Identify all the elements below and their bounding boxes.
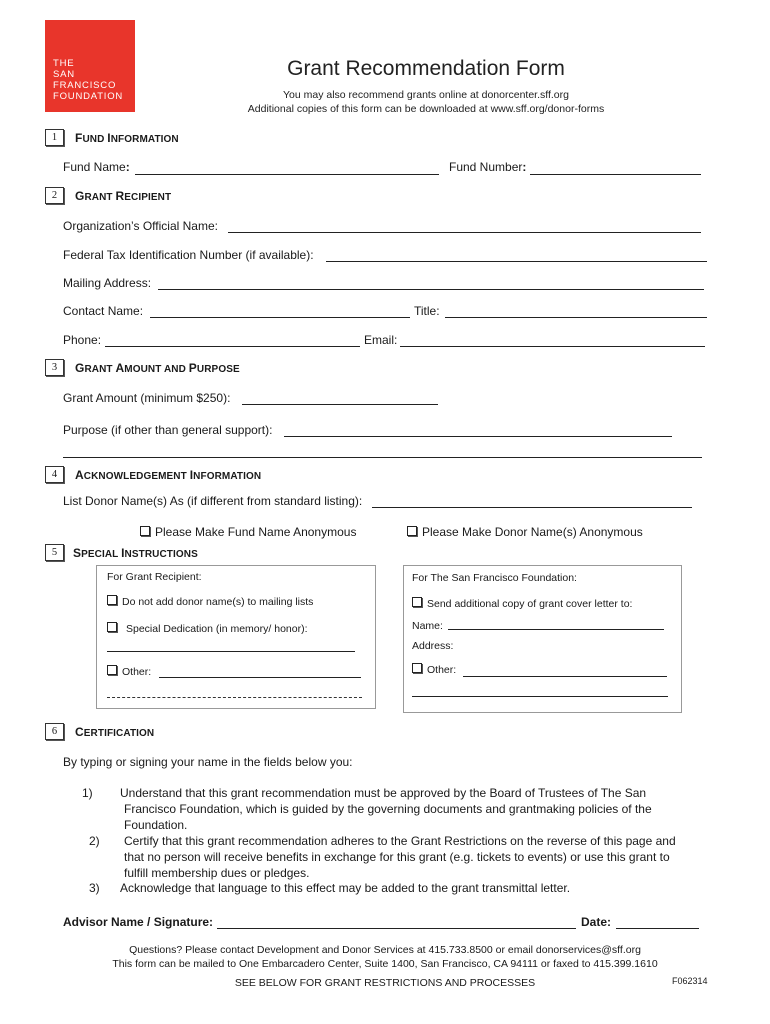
cert-item-2-line-1: Certify that this grant recommendation adheres to the Grant Restrictions on the reverse of this page and [124, 834, 676, 848]
footer-mailing: This form can be mailed to One Embarcadero Center, Suite 1400, San Francisco, CA 94111 or faxed to 415.399.1610 [112, 958, 658, 970]
anonymous-fund-checkbox[interactable] [140, 526, 150, 536]
foundation-panel-title: For The San Francisco Foundation: [412, 572, 577, 584]
send-copy-checkbox[interactable] [412, 597, 422, 607]
copy-name-label: Name: [412, 620, 443, 632]
contact-name-label: Contact Name: [63, 304, 144, 318]
mailing-address-label: Mailing Address: [63, 276, 152, 290]
section-2-number: 2 [45, 187, 64, 204]
advisor-signature-field[interactable] [217, 928, 576, 929]
cert-item-3-line-1: Acknowledge that language to this effect may be added to the grant transmittal letter. [120, 881, 571, 895]
recipient-other-option[interactable]: Other: [107, 665, 151, 678]
logo-line-2: SAN [53, 69, 75, 80]
form-subtitle-online: You may also recommend grants online at donorcenter.sff.org [282, 89, 569, 101]
copy-address-label: Address: [412, 640, 454, 652]
email-label: Email: [364, 333, 398, 347]
donor-names-label: List Donor Name(s) As (if different from standard listing): [63, 494, 363, 508]
grant-recipient-panel-title: For Grant Recipient: [107, 571, 202, 583]
section-6-title: CERTIFICATION [75, 725, 155, 739]
grant-amount-field[interactable] [242, 404, 438, 405]
section-5-number: 5 [45, 544, 64, 561]
purpose-field-line-2[interactable] [63, 457, 702, 458]
no-mailing-list-checkbox[interactable] [107, 595, 117, 605]
form-subtitle-download: Additional copies of this form can be downloaded at www.sff.org/donor-forms [247, 103, 605, 115]
cert-item-2-line-3: fulfill membership dues or pledges. [124, 866, 310, 880]
copy-name-field[interactable] [448, 629, 664, 630]
cert-item-1-line-1: Understand that this grant recommendation must be approved by the Board of Trustees of The San [120, 786, 647, 800]
foundation-other-checkbox[interactable] [412, 663, 422, 673]
footer-questions: Questions? Please contact Development and Donor Services at 415.733.8500 or email donorservices@sff.org [129, 944, 641, 956]
section-4-number: 4 [45, 466, 64, 483]
recipient-other-checkbox[interactable] [107, 665, 117, 675]
form-title: Grant Recommendation Form [287, 57, 565, 80]
section-2-title: GRANT RECIPIENT [75, 189, 172, 203]
certification-intro: By typing or signing your name in the fields below you: [63, 755, 353, 769]
foundation-other-option[interactable]: Other: [412, 663, 456, 676]
recipient-other-field-line-2[interactable] [107, 697, 362, 698]
logo-line-1: THE [53, 58, 75, 69]
cert-item-2-number: 2) [89, 834, 100, 848]
title-field[interactable] [445, 317, 707, 318]
grant-recipient-instructions-panel [96, 565, 376, 709]
section-6-number: 6 [45, 723, 64, 740]
phone-label: Phone: [63, 333, 102, 347]
date-label: Date: [581, 915, 612, 929]
email-field[interactable] [400, 346, 705, 347]
title-label: Title: [414, 304, 440, 318]
cert-item-3-number: 3) [89, 881, 100, 895]
tax-id-label: Federal Tax Identification Number (if available): [63, 248, 314, 262]
fund-name-field[interactable] [135, 174, 439, 175]
fund-name-label: Fund Name: [63, 160, 130, 174]
recipient-other-field[interactable] [159, 677, 361, 678]
mailing-address-field[interactable] [158, 289, 704, 290]
tax-id-field[interactable] [326, 261, 707, 262]
donor-names-field[interactable] [372, 507, 692, 508]
cert-item-1-number: 1) [82, 786, 93, 800]
fund-number-field[interactable] [530, 174, 701, 175]
foundation-instructions-panel [403, 565, 682, 713]
foundation-other-field[interactable] [463, 676, 667, 677]
foundation-other-field-line-2[interactable] [412, 696, 668, 697]
contact-name-field[interactable] [150, 317, 410, 318]
org-name-field[interactable] [228, 232, 701, 233]
footer-restrictions-note: SEE BELOW FOR GRANT RESTRICTIONS AND PROCESSES [234, 977, 536, 989]
fund-number-label: Fund Number: [449, 160, 527, 174]
cert-item-1-line-2: Francisco Foundation, which is guided by the governing documents and grantmaking policies of the [124, 802, 652, 816]
anonymous-donor-checkbox[interactable] [407, 526, 417, 536]
purpose-field[interactable] [284, 436, 672, 437]
grant-amount-label: Grant Amount (minimum $250): [63, 391, 231, 405]
phone-field[interactable] [105, 346, 360, 347]
purpose-label: Purpose (if other than general support): [63, 423, 273, 437]
logo-line-4: FOUNDATION [53, 91, 124, 102]
section-1-number: 1 [45, 129, 64, 146]
form-code: F062314 [672, 976, 708, 986]
section-5-title: SPECIAL INSTRUCTIONS [73, 546, 198, 560]
date-field[interactable] [616, 928, 699, 929]
section-4-title: ACKNOWLEDGEMENT INFORMATION [75, 468, 262, 482]
section-3-number: 3 [45, 359, 64, 376]
cert-item-2-line-2: that no person will receive benefits in exchange for this grant (e.g. tickets to events) or use this grant to [124, 850, 670, 864]
send-copy-option[interactable]: Send additional copy of grant cover letter to: [412, 597, 632, 610]
advisor-signature-label: Advisor Name / Signature: [63, 915, 214, 929]
anonymous-fund-option[interactable]: Please Make Fund Name Anonymous [140, 525, 356, 539]
special-dedication-field[interactable] [107, 651, 355, 652]
section-1-title: FUND INFORMATION [75, 131, 179, 145]
anonymous-donor-option[interactable]: Please Make Donor Name(s) Anonymous [407, 525, 643, 539]
org-name-label: Organization’s Official Name: [63, 219, 218, 233]
logo-line-3: FRANCISCO [53, 80, 117, 91]
special-dedication-option[interactable]: Special Dedication (in memory/ honor): [107, 622, 308, 635]
no-mailing-list-option[interactable]: Do not add donor name(s) to mailing lists [107, 595, 313, 608]
special-dedication-checkbox[interactable] [107, 622, 117, 632]
cert-item-1-line-3: Foundation. [124, 818, 188, 832]
section-3-title: GRANT AMOUNT AND PURPOSE [75, 361, 240, 375]
